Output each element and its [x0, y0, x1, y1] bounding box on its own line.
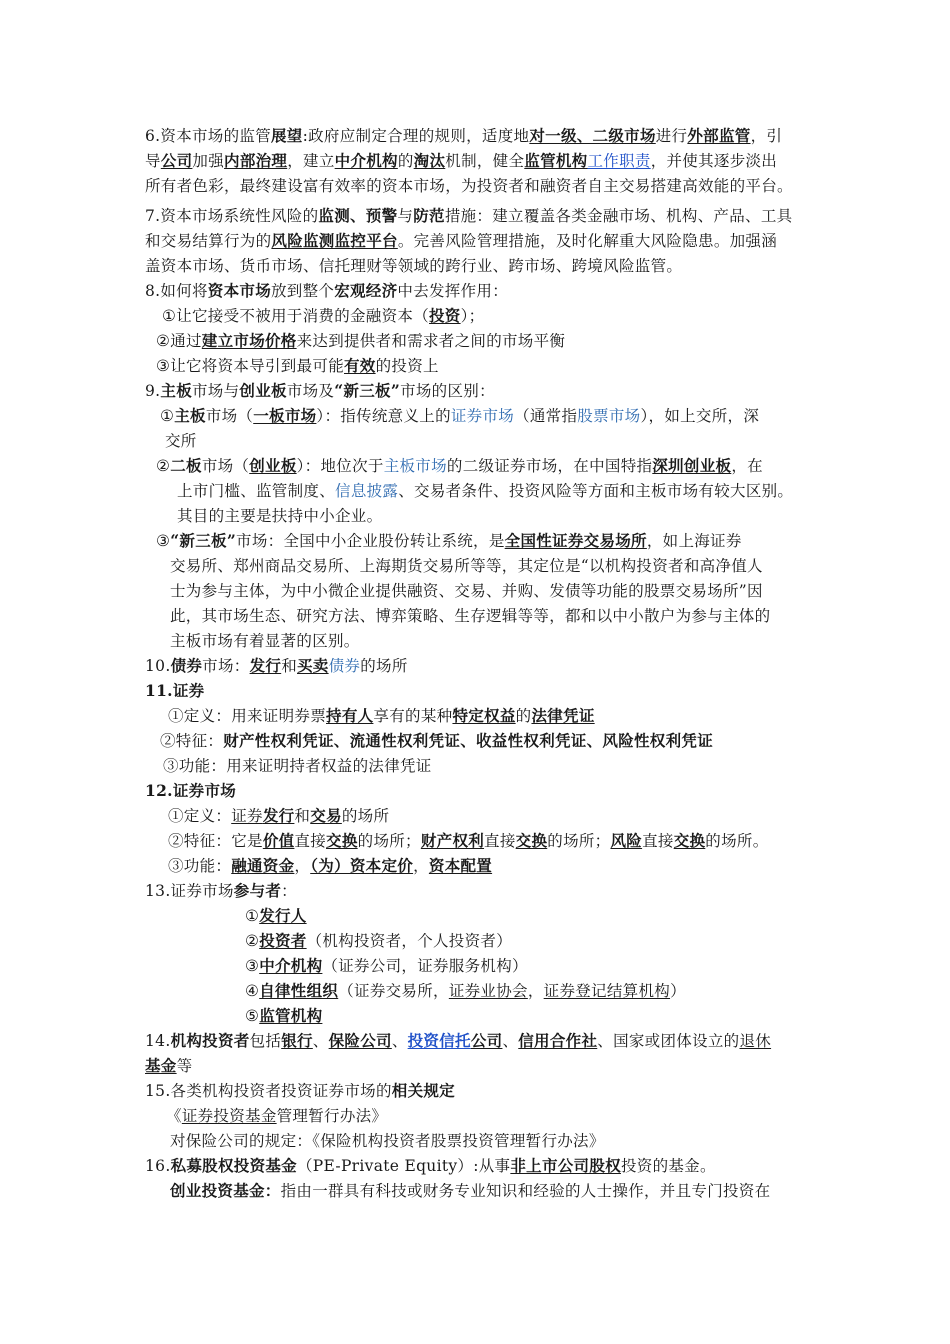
s13-participant-5: ⑤监管机构	[245, 1006, 323, 1025]
s12-definition: ①定义：证券发行和交易的场所	[168, 806, 390, 825]
s16-item-1: 创业投资基金：指由一群具有科技或财务专业知识和经验的人士操作，并且专门投资在	[170, 1181, 771, 1200]
s9-title: 9.主板市场与创业板市场及“新三板”市场的区别：	[145, 381, 495, 400]
s6-line-1: 6.资本市场的监管展望:政府应制定合理的规则，适度地对一级、二级市场进行外部监管，引	[145, 126, 783, 145]
s9-a-line-1: ①主板市场（一板市场）：指传统意义上的证券市场（通常指股票市场），如上交所，深	[160, 406, 760, 425]
s14-line-2: 基金等	[145, 1056, 193, 1075]
s9-a-line-2: 交所	[165, 432, 197, 450]
s12-title: 12.证券市场	[145, 781, 237, 800]
s15-title: 15.各类机构投资者投资证券市场的相关规定	[145, 1081, 455, 1100]
s14-line-1: 14.机构投资者包括银行、保险公司、投资信托公司、信用合作社、国家或团体设立的退休	[145, 1031, 772, 1050]
link-investment-trust[interactable]: 投资信托	[407, 1031, 471, 1050]
s8-title: 8.如何将资本市场放到整个宏观经济中去发挥作用：	[145, 281, 509, 300]
s9-c-line-1: ③“新三板”市场：全国中小企业股份转让系统，是全国性证券交易场所，如上海证券	[156, 531, 742, 550]
s13-title: 13.证券市场参与者：	[145, 881, 297, 900]
link-securities-market[interactable]: 证券市场	[450, 407, 515, 425]
s13-participant-2: ②投资者（机构投资者，个人投资者）	[245, 931, 513, 950]
s15-item-2: 对保险公司的规定：《保险机构投资者股票投资管理暂行办法》	[170, 1132, 605, 1150]
s8-item-3: ③让它将资本导引到最可能有效的投资上	[156, 357, 439, 375]
s6-line-3: 所有者色彩，最终建设富有效率的资本市场，为投资者和融资者自主交易搭建高效能的平台。	[145, 177, 793, 195]
s8-item-1: ①让它接受不被用于消费的金融资本（投资）；	[162, 307, 485, 325]
s11-feature: ②特征：财产性权利凭证、流通性权利凭证、收益性权利凭证、风险性权利凭证	[160, 731, 714, 750]
s8-item-2: ②通过建立市场价格来达到提供者和需求者之间的市场平衡	[156, 332, 566, 350]
s15-item-1: 《证券投资基金管理暂行办法》	[166, 1107, 388, 1125]
s7-line-2: 和交易结算行为的风险监测监控平台。完善风险管理措施，及时化解重大风险隐患。加强涵	[145, 231, 778, 250]
link-work-duties[interactable]: 工作职责	[587, 152, 651, 170]
s11-definition: ①定义：用来证明券票持有人享有的某种特定权益的法律凭证	[168, 706, 595, 725]
s9-b-line-1: ②二板市场（创业板）：地位次于主板市场的二级证券市场，在中国特指深圳创业板，在	[156, 456, 763, 475]
s13-participant-4: ④自律性组织（证券交易所，证券业协会，证券登记结算机构）	[245, 981, 686, 1000]
s13-participant-1: ①发行人	[245, 906, 307, 925]
s9-c-line-3: 士为参与主体，为中小微企业提供融资、交易、并购、发债等功能的股票交易场所”因	[170, 582, 763, 600]
s11-title: 11.证券	[145, 681, 205, 700]
s9-c-line-5: 主板市场有着显著的区别。	[170, 632, 360, 650]
s9-c-line-4: 此，其市场生态、研究方法、博弈策略、生存逻辑等等，都和以中小散户为参与主体的	[170, 607, 771, 625]
s9-c-line-2: 交易所、郑州商品交易所、上海期货交易所等等，其定位是“以机构投资者和高净值人	[170, 557, 763, 575]
s9-b-line-3: 其目的主要是扶持中小企业。	[177, 507, 383, 525]
link-bonds[interactable]: 债券	[328, 657, 361, 675]
s12-function: ③功能：融通资金，（为）资本定价，资本配置	[168, 856, 493, 875]
s16-title: 16.私募股权投资基金（PE-Private Equity）:从事非上市公司股权投资的基金。	[145, 1156, 716, 1175]
s7-line-1: 7.资本市场系统性风险的监测、预警与防范措施：建立覆盖各类金融市场、机构、产品、工具	[145, 206, 793, 225]
s6-line-2: 导公司加强内部治理，建立中介机构的淘汰机制，健全监管机构工作职责，并使其逐步淡出	[145, 151, 778, 170]
s7-line-3: 盖资本市场、货币市场、信托理财等领域的跨行业、跨市场、跨境风险监管。	[145, 257, 683, 275]
link-information-disclosure[interactable]: 信息披露	[335, 482, 399, 500]
link-main-board-market[interactable]: 主板市场	[383, 457, 447, 475]
s10-line: 10.债券市场：发行和买卖债券的场所	[145, 656, 408, 675]
s9-b-line-2: 上市门槛、监管制度、信息披露、交易者条件、投资风险等方面和主板市场有较大区别。	[177, 482, 794, 500]
s12-feature: ②特征：它是价值直接交换的场所；财产权利直接交换的场所；风险直接交换的场所。	[168, 831, 769, 850]
s11-function: ③功能：用来证明持者权益的法律凭证	[163, 757, 432, 775]
link-stock-market[interactable]: 股票市场	[577, 407, 641, 425]
s13-participant-3: ③中介机构（证券公司，证券服务机构）	[245, 956, 528, 975]
